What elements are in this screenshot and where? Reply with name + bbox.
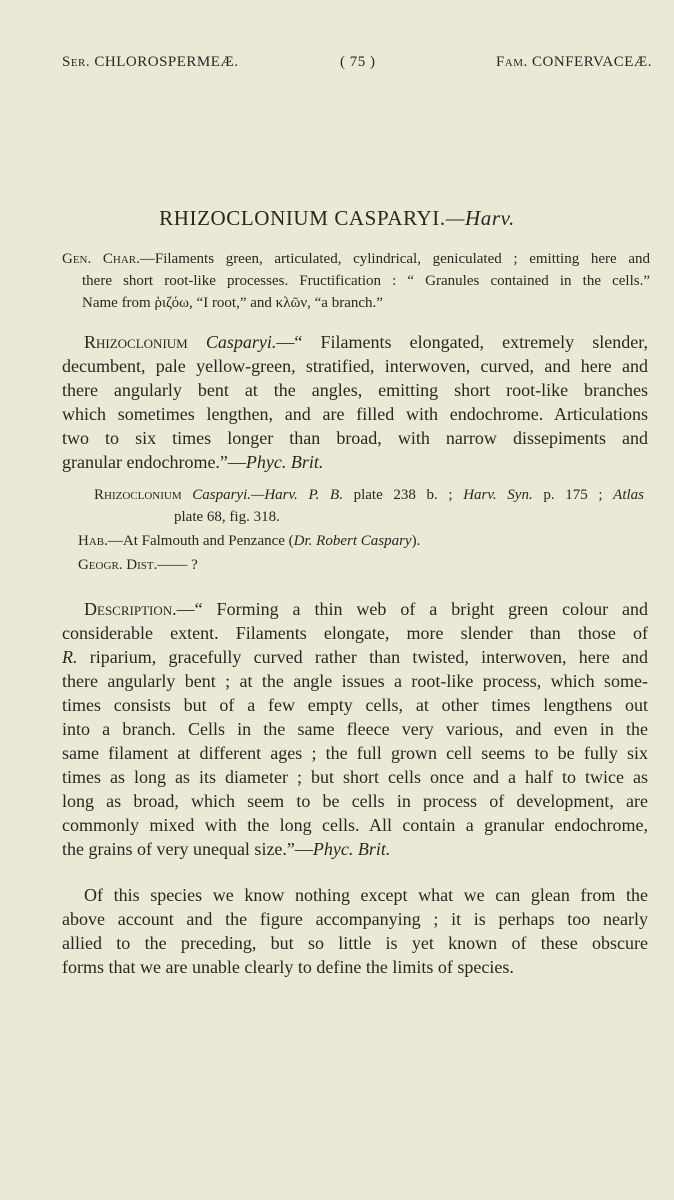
description-lead: Description. <box>84 599 177 619</box>
species-title <box>0 206 674 231</box>
references-line-1: Rhizoclonium Casparyi.—Harv. P. B. plate 238 b. ; Harv. Syn. p. 175 ; Atlas <box>94 487 645 503</box>
gen-char-lead: Gen. Char. <box>62 251 140 267</box>
diagnosis-source: Phyc. Brit. <box>245 452 324 472</box>
diagnosis-last-line: granular endochrome.”—Phyc. Brit. <box>62 452 324 472</box>
diagnosis-epithet: Casparyi. <box>205 332 277 352</box>
habitat-collector: Dr. Robert Caspary <box>293 533 412 549</box>
description-genus-abbrev: R. <box>62 647 78 667</box>
page-number: ( 75 ) <box>340 54 376 70</box>
habitat-lead: Hab. <box>78 533 108 549</box>
header-family: Fam. CONFERVACEÆ. <box>495 54 652 70</box>
title-main: RHIZOCLONIUM CASPARYI. <box>159 206 446 230</box>
gen-char-line-2: there short root-like processes. Fructification : “ Granules contained in the cells.” <box>82 273 650 289</box>
header-series: Ser. CHLOROSPERMEÆ. <box>62 54 239 70</box>
geogr-lead: Geogr. Dist. <box>78 557 158 573</box>
title-author: —Harv. <box>445 206 515 230</box>
gen-char-line-1: Gen. Char.—Filaments green, articulated, cylindrical, geniculated ; emitting here and <box>62 251 650 267</box>
diagnosis-genus: Rhizoclonium <box>84 332 188 352</box>
gen-char-line-3: Name from ῥιζόω, “I root,” and κλῶν, “a branch.” <box>82 295 383 311</box>
references-line-2: plate 68, fig. 318. <box>174 509 280 525</box>
diagnosis-line-1: Rhizoclonium Casparyi.—“ Filaments elongated, extremely slender, <box>84 332 649 352</box>
book-page: Ser. CHLOROSPERMEÆ. ( 75 ) Fam. CONFERVACEÆ. RHIZOCLONIUM CASPARYI.—Harv. Gen. Char.—Filaments green, articulated, cylindrical, geniculated ; emitting here and there short root-like processes. Fructification : “ Granules contained in the cells.” Name from ῥιζόω, “I root,” and κλῶν, “a branch.” Rhizoclonium Casparyi.—“ Filaments elongated, extremely slender, decumbent, pale yellow-green, stratified, interwoven, curved, and here and there angularly bent at the angles, emitting short root-like branches which sometimes lengthen, and are filled with endochrome. Articulations two to six times longer than broad, with narrow dissepiments and granular endochrome.”—Phyc. Brit. Rhizoclonium Casparyi.—Harv. P. B. plate 238 b. ; Harv. Syn. p. 175 ; Atlas plate 68, fig. 318. Hab.—At Falmouth and Penzance (Dr. Robert Caspary). Geogr. Dist.—— ? Description.—“ Forming a thin web of a bright green colour and considerable extent. Filaments elongate, more slender than those of R. riparium, gracefully curved rather than twisted, interwoven, here and there angularly bent ; at the angle issues a root-like process, which some- times consists but of a few empty cells, at other times lengthens out into a branch. Cells in the same fleece very various, and even in the same filament at different ages ; the full grown cell seems to be fully six times as long as its diameter ; but short cells once and a half to twice as long as broad, which seem to be cells in process of development, are commonly mixed with the long cells. All contain a granular endochrome, the grains of very unequal size.”—Phyc. Brit. Of this species we know nothing except what we can glean from the above account and the figure accompanying ; it is perhaps too nearly allied to the preceding, but so little is yet known of these obscure forms that we are unable clearly to define the limits of species. <box>0 0 674 1200</box>
description-source: Phyc. Brit. <box>312 839 391 859</box>
